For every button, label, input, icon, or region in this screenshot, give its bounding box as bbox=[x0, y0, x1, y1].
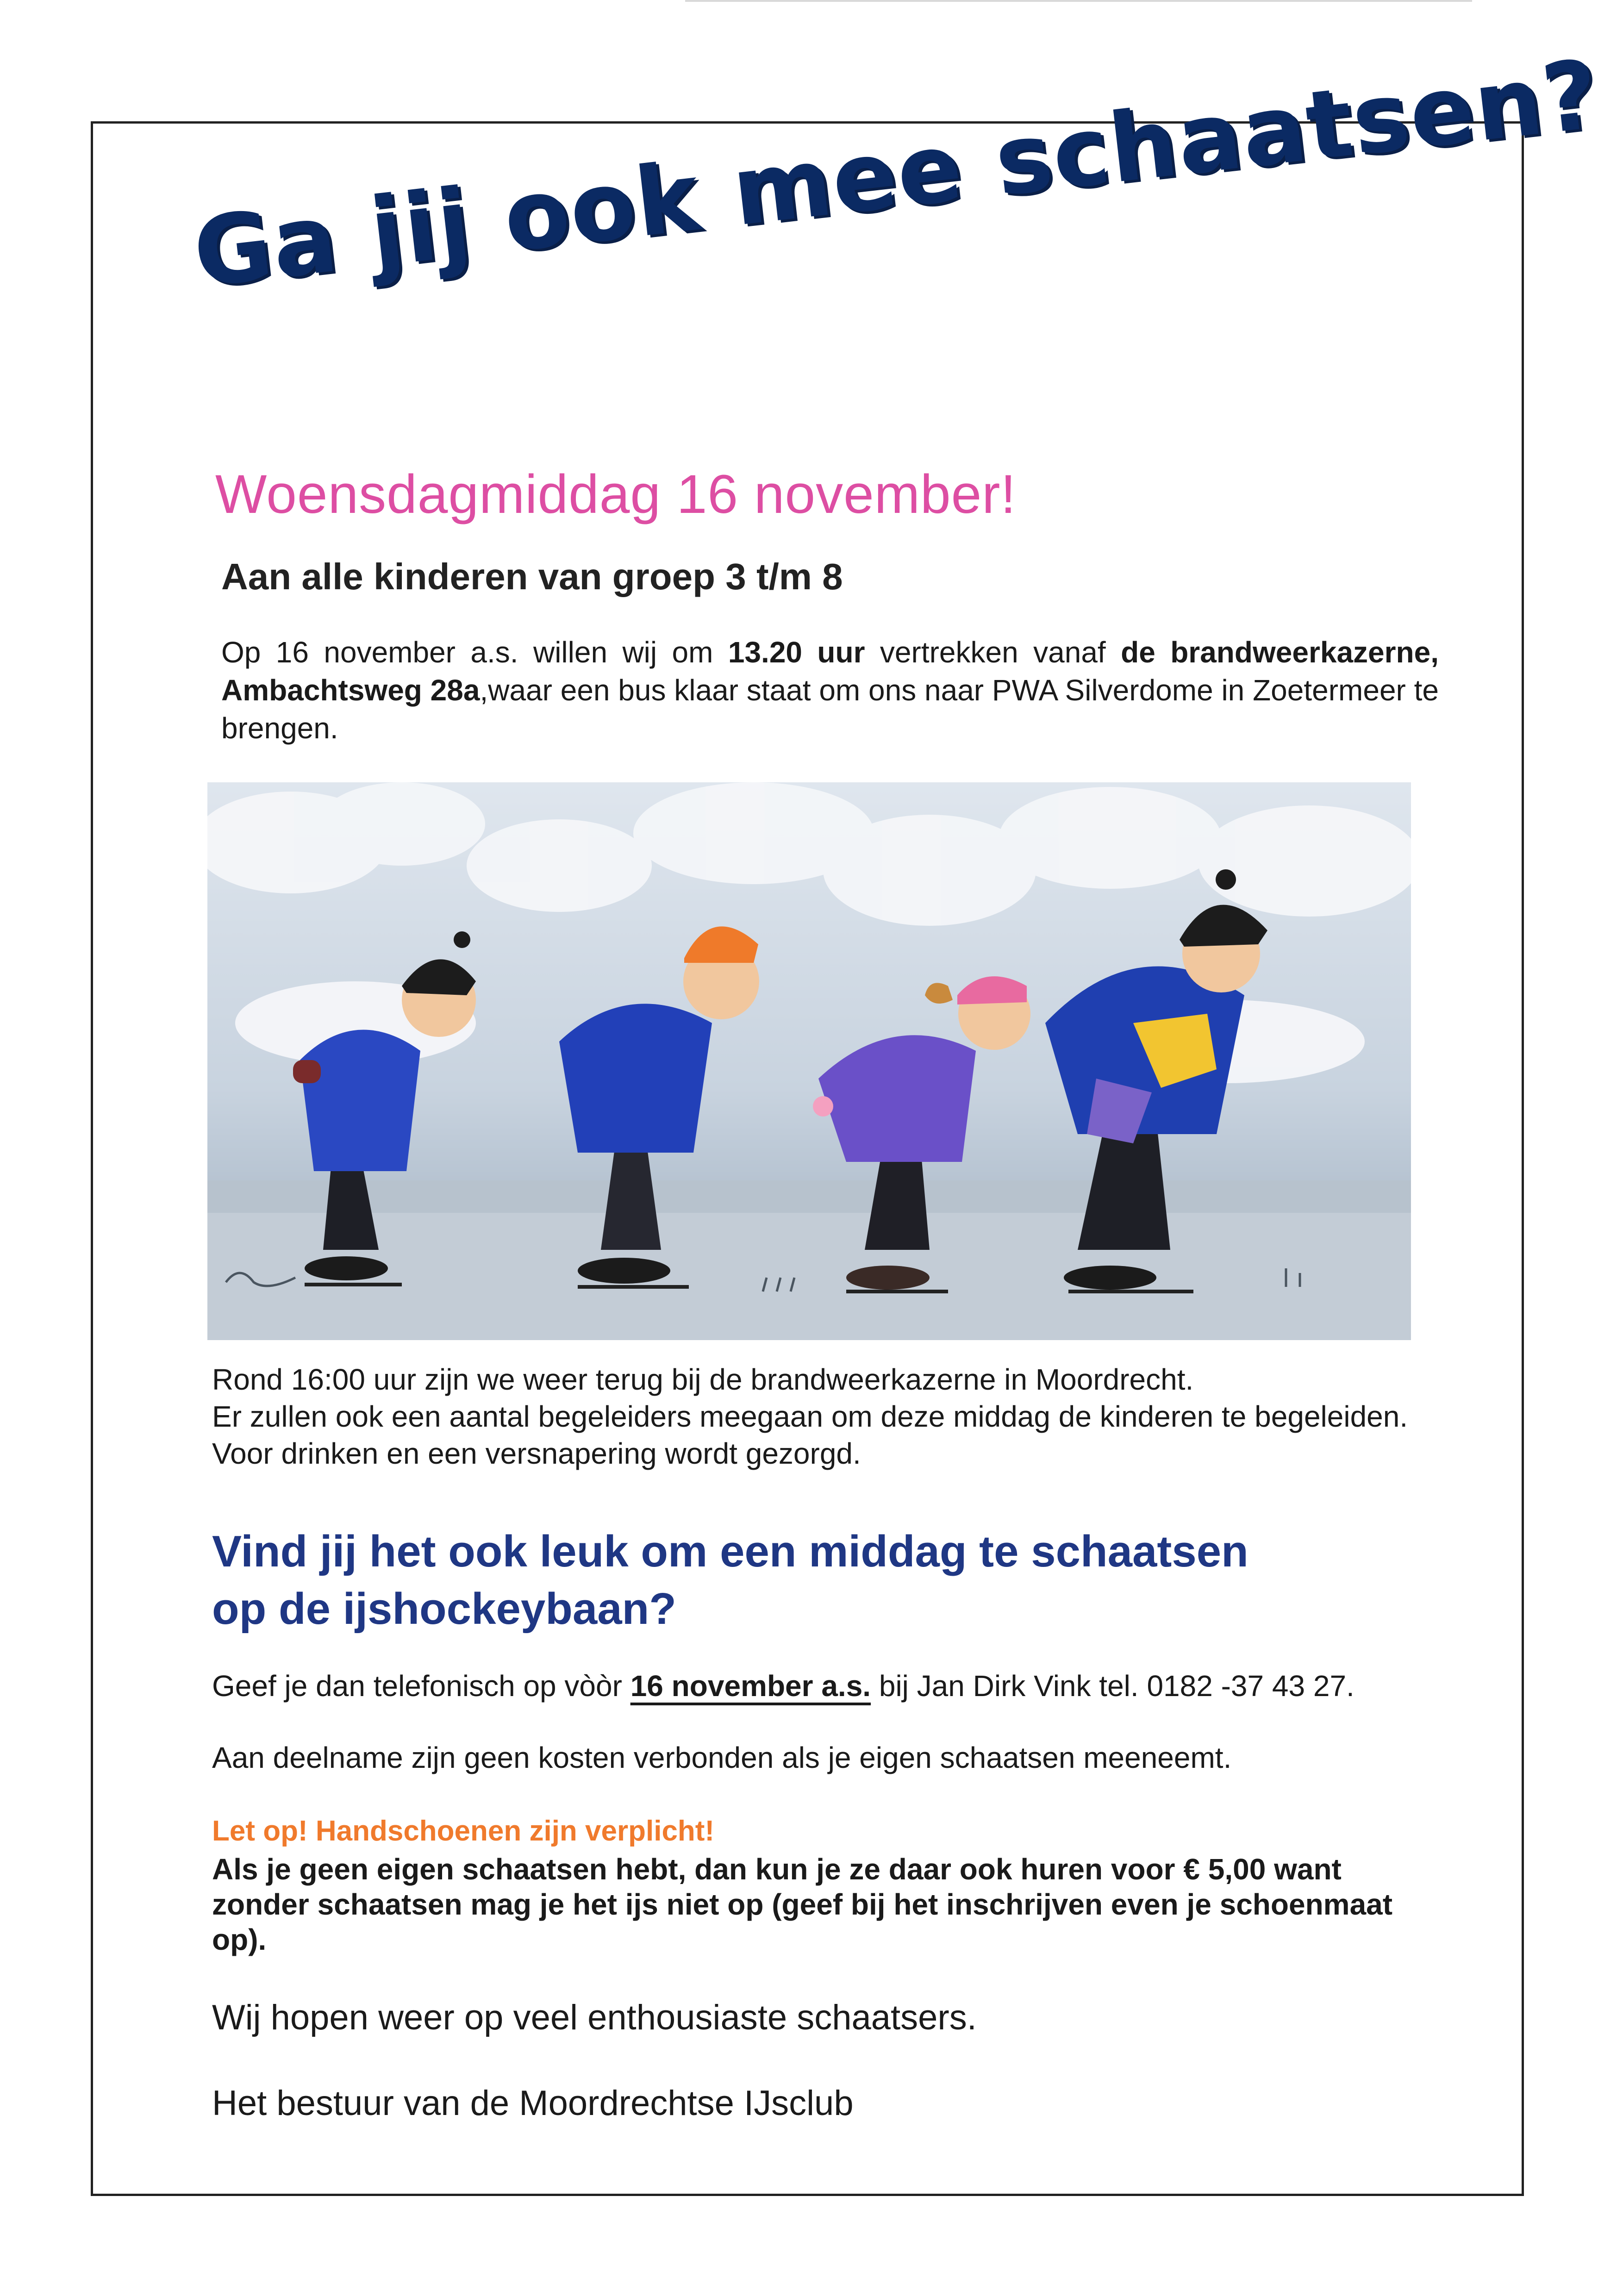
gloves-warning: Let op! Handschoenen zijn verplicht! bbox=[212, 1815, 715, 1847]
skaters-illustration bbox=[207, 782, 1411, 1340]
scan-edge-line bbox=[685, 0, 1472, 2]
signup-line: Geef je dan telefonisch op vòòr 16 november a.s. bij Jan Dirk Vink tel. 0182 -37 43 27. bbox=[212, 1669, 1355, 1703]
costs-line: Aan deelname zijn geen kosten verbonden als je eigen schaatsen meeneemt. bbox=[212, 1741, 1232, 1774]
intro-paragraph: Op 16 november a.s. willen wij om 13.20 uur vertrekken vanaf de brandweerkazerne, Ambachtsweg 28a,waar een bus klaar staat om ons naar PWA Silverdome in Zoetermeer te brengen. bbox=[221, 636, 1439, 745]
rental-paragraph: Als je geen eigen schaatsen hebt, dan kun je ze daar ook huren voor € 5,00 want zonder schaatsen mag je het ijs niet op (geef bij het inschrijven even je schoenmaat op). bbox=[212, 1853, 1393, 1956]
poster-headline: Ga jij ook mee schaatsen? bbox=[188, 39, 1605, 309]
event-date: Woensdagmiddag 16 november! bbox=[215, 464, 1017, 525]
return-paragraph: Rond 16:00 uur zijn we weer terug bij de brandweerkazerne in Moordrecht. Er zullen ook een aantal begeleiders meegaan om deze middag de kinderen te begeleiden. Voor drinken en een versnapering wordt gezorgd. bbox=[212, 1363, 1408, 1470]
closing-line: Wij hopen weer op veel enthousiaste schaatsers. bbox=[212, 1998, 977, 2037]
signature-line: Het bestuur van de Moordrechtse IJsclub bbox=[212, 2084, 854, 2123]
question-heading: Vind jij het ook leuk om een middag te schaatsen op de ijshockeybaan? bbox=[212, 1527, 1248, 1634]
signup-deadline: 16 november a.s. bbox=[630, 1669, 871, 1703]
audience-line: Aan alle kinderen van groep 3 t/m 8 bbox=[221, 556, 843, 597]
